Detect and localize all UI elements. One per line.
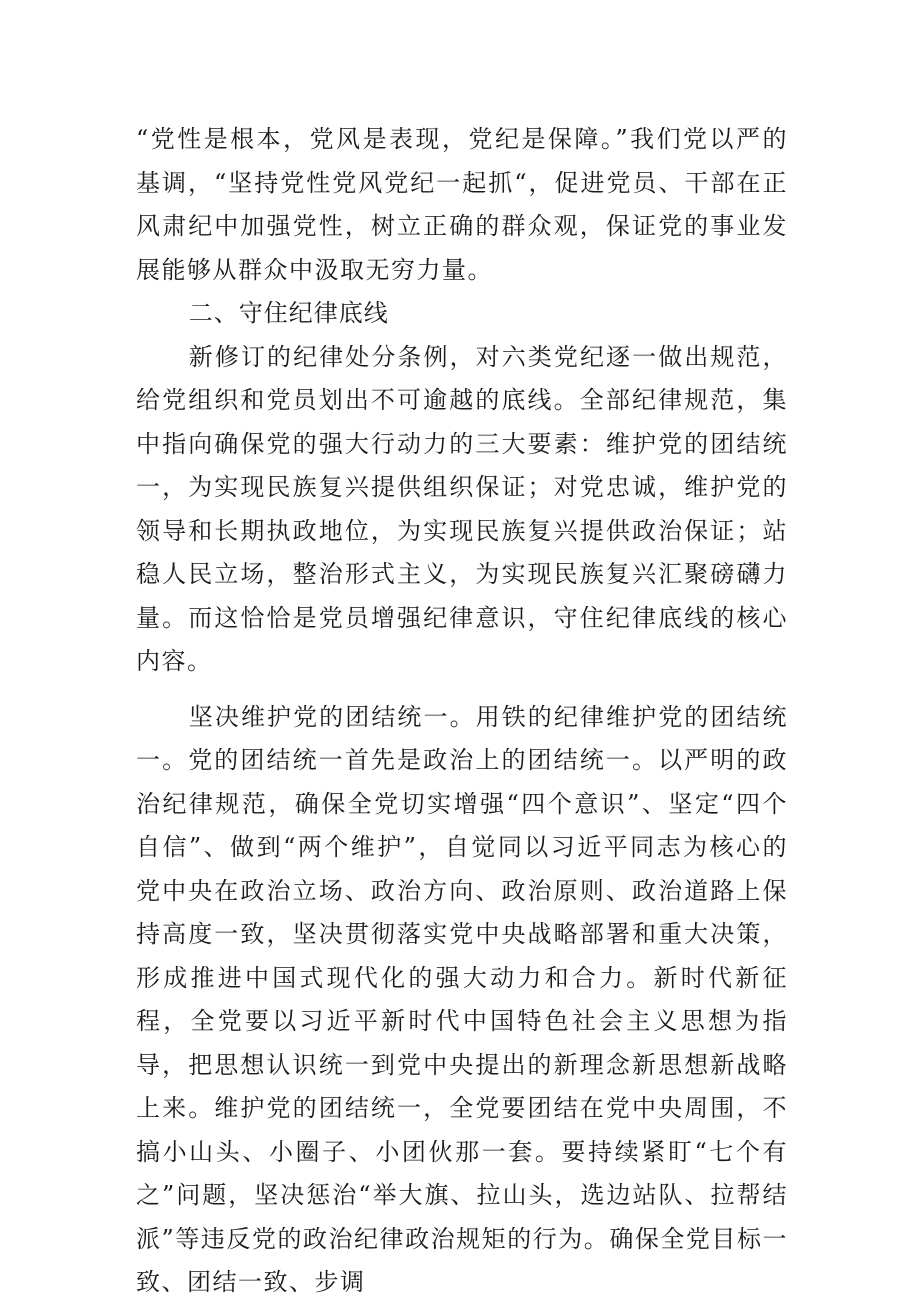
paragraph-3: 坚决维护党的团结统一。用铁的纪律维护党的团结统一。党的团结统一首先是政治上的团结统一。以严明的政治纪律规范，确保全党切实增强“四个意识”、坚定“四个自信”、做到“两个维护”，自觉同以习近平同志为核心的党中央在政治立场、政治方向、政治原则、政治道路上保持高度一致，坚决贯彻落实党中央战略部署和重大决策，形成推进中国式现代化的强大动力和合力。新时代新征程，全党要以习近平新时代中国特色社会主义思想为指导，把思想认识统一到党中央提出的新理念新思想新战略上来。维护党的团结统一，全党要团结在党中央周围，不搞小山头、小圈子、小团伙那一套。要持续紧盯“七个有之”问题，坚决惩治“举大旗、拉山头，选边站队、拉帮结派”等违反党的政治纪律政治规矩的行为。确保全党目标一致、团结一致、步调 xyxy=(136,702,788,1296)
paragraph-2: 新修订的纪律处分条例，对六类党纪逐一做出规范，给党组织和党员划出不可逾越的底线。全部纪律规范，集中指向确保党的强大行动力的三大要素：维护党的团结统一，为实现民族复兴提供组织保证；对党忠诚，维护党的领导和长期执政地位，为实现民族复兴提供政治保证；站稳人民立场，整治形式主义，为实现民族复兴汇聚磅礴力量。而这恰恰是党员增强纪律意识，守住纪律底线的核心内容。 xyxy=(136,342,788,675)
paragraph-gap xyxy=(136,684,788,696)
paragraph-1: “党性是根本，党风是表现，党纪是保障。”我们党以严的基调，“坚持党性党风党纪一起抓“，促进党员、干部在正风肃纪中加强党性，树立正确的群众观，保证党的事业发展能够从群众中汲取无穷力量。 xyxy=(136,125,788,284)
section-heading-2: 二、守住纪律底线 xyxy=(188,299,389,327)
document-page xyxy=(136,118,788,1305)
